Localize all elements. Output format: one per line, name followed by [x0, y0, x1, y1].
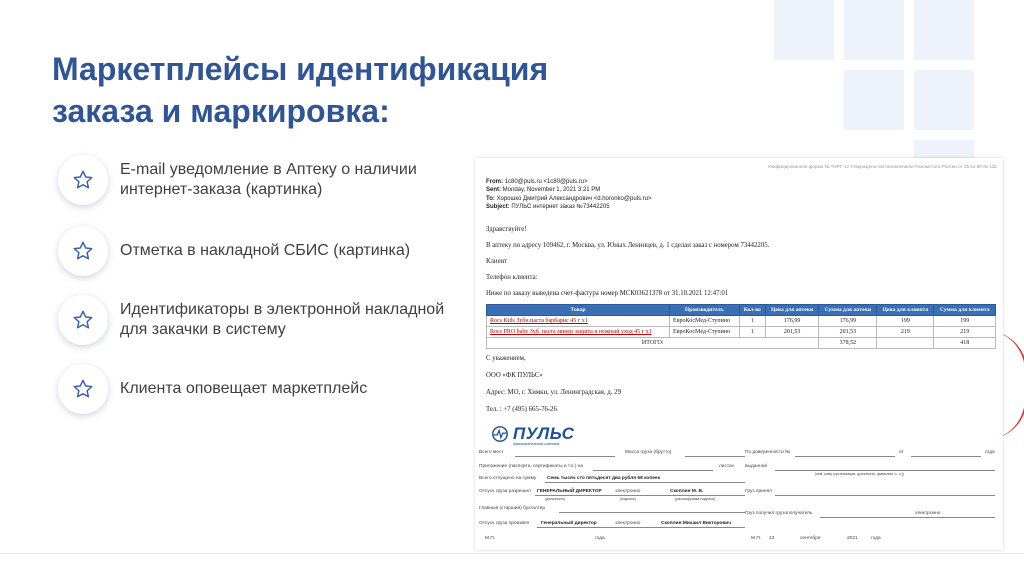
email-company: ООО «ФК ПУЛЬС»: [486, 372, 543, 379]
column-header: Товар: [487, 305, 670, 316]
star-icon: [58, 155, 108, 205]
email-order-line: В аптеку по адресу 109462, г. Москва, ул. Юных Ленинцев, д. 1 сделан заказ с номером 73442205.: [486, 242, 770, 249]
cell-maker: ЕвроКосМед-Ступино: [670, 327, 739, 338]
cell-sum-client: 219: [934, 327, 996, 338]
column-header: Цена для клиента: [877, 305, 934, 316]
cell-sum-pharm: 176,99: [819, 316, 877, 327]
meta-label: From:: [486, 179, 503, 185]
form-header-note: Унифицированная форма № ТОРГ-12 Утверждена постановлением Госкомстата России от 25.12.98 № 132: [767, 164, 997, 169]
bullet-item-marketplace: [58, 364, 480, 414]
pulse-logo-icon: [491, 425, 509, 443]
form-value: 13: [769, 536, 775, 541]
email-invoice-line: Ниже по заказу выведена счет-фактура номер МСК03621378 от 31.10.2021 12:47:01: [486, 290, 729, 297]
meta-label: Sent:: [486, 187, 501, 194]
star-icon: [58, 364, 108, 414]
bullet-item-sbis: [58, 226, 480, 276]
email-greeting: Здравствуйте!: [486, 226, 527, 233]
email-meta: [486, 178, 652, 212]
meta-label: Subject:: [486, 204, 510, 211]
form-label: Груз принял: [745, 489, 772, 494]
cell-total-client: 418: [934, 338, 996, 349]
table-header-row: [487, 305, 996, 316]
form-label: Отпуск груза разрешил: [479, 489, 531, 494]
email-client-label: Клиент: [486, 258, 508, 265]
bullet-text: [120, 241, 480, 261]
table-total-row: [487, 338, 996, 349]
form-caption: (кем, кому (организация, должность, фамилия, и. о.)): [815, 472, 904, 476]
invoice-table: [486, 304, 996, 349]
cell-product: Rocs Kids Зубн.паста барбарис 45 г х1: [487, 316, 670, 327]
form-value: ГЕНЕРАЛЬНЫЙ ДИРЕКТОР: [537, 489, 602, 494]
bullet-text: [120, 160, 480, 200]
meta-from: 1c80@puls.ru <1c80@puls.ru>: [504, 179, 588, 185]
form-value: сентября: [800, 536, 821, 541]
email-document-image: [475, 158, 1003, 550]
cell-price-client: 199: [877, 316, 934, 327]
column-header: Производитель: [670, 305, 739, 316]
footer-divider: [0, 553, 1024, 554]
email-address: Адрес: МО, г. Химки, ул. Ленинградская, д. 29: [486, 389, 621, 396]
cell-price-pharm: 176,99: [765, 316, 818, 327]
form-value: 2021: [847, 536, 858, 541]
torg12-form-footer: [475, 448, 1003, 550]
bullet-text-line: Идентификаторы в электронной накладной: [120, 301, 445, 318]
form-amount-words: Семь тысяч сто пятьдесят два рубля 68 копеек: [547, 476, 660, 481]
form-value: Скоплин М. В.: [670, 489, 704, 494]
cell-total-pharm: 378,52: [819, 338, 877, 349]
form-label: Всего мест: [479, 450, 504, 455]
cell-qty: 1: [739, 316, 765, 327]
email-tel: Тел. : +7 (495) 665-76-26: [486, 406, 557, 413]
pulse-logo-text: ПУЛЬС: [513, 424, 575, 443]
meta-to: Хорошко Дмитрий Александрович <d.horonko@puls.ru>: [496, 195, 652, 202]
form-value: Генеральный директор: [541, 521, 597, 526]
cell-sum-pharm: 201,53: [819, 327, 877, 338]
cell-product: Rocs PRO baby Зуб. паста минер защита и нежный уход 45 г х1: [487, 327, 670, 338]
cell-total-label: ИТОГО:: [487, 338, 819, 349]
column-header: Сумма для аптеки: [819, 305, 877, 316]
cell-price-client: 219: [877, 327, 934, 338]
form-value: электронно: [615, 489, 641, 494]
form-label: Главный (старший) бухгалтер: [479, 506, 546, 511]
email-phone-label: Телефон клиента:: [486, 274, 538, 281]
form-label: Масса груза (брутто): [625, 450, 672, 455]
form-label: М.П.: [485, 536, 496, 541]
form-label: Приложение (паспорта, сертификаты и т.п.) на: [479, 464, 584, 469]
slide-title: [52, 48, 672, 132]
form-label: года: [871, 536, 881, 541]
form-value: Скоплин Михаил Викторович: [661, 521, 732, 526]
form-label: М.П.: [751, 536, 762, 541]
form-label: Всего отпущено на сумму: [479, 476, 537, 481]
column-header: Сумма для клиента: [934, 305, 996, 316]
bullet-text-line: E-mail уведомление в Аптеку о наличии: [120, 161, 417, 178]
form-label: листах: [719, 464, 735, 469]
table-row: [487, 316, 996, 327]
bullet-text-line: интернет-заказа (картинка): [120, 181, 323, 198]
meta-sent: Monday, November 1, 2021 3:21 PM: [502, 187, 601, 194]
form-label: выданной: [745, 464, 768, 469]
form-label: По доверенности №: [745, 450, 791, 455]
form-caption: (расшифровка подписи): [675, 497, 716, 501]
cell-empty: [877, 338, 934, 349]
form-label: Отпуск груза произвел: [479, 521, 530, 526]
meta-label: To:: [486, 195, 495, 202]
star-icon: [58, 295, 108, 345]
table-row: [487, 327, 996, 338]
cell-price-pharm: 201,53: [765, 327, 818, 338]
bullet-item-identifiers: [58, 295, 500, 345]
star-icon: [58, 226, 108, 276]
bullet-text-line: Клиента оповещает маркетплейс: [120, 380, 368, 397]
form-label: года: [985, 450, 995, 455]
bullet-text-line: Отметка в накладной СБИС (картинка): [120, 242, 411, 259]
form-caption: (подпись): [620, 497, 636, 501]
column-header: Кол-во: [739, 305, 765, 316]
form-label: от: [899, 450, 904, 455]
form-value: электронно: [615, 521, 641, 526]
bullet-text-line: для закачки в систему: [120, 321, 286, 338]
email-regards: С уважением,: [486, 355, 526, 362]
cell-qty: 1: [739, 327, 765, 338]
slide-title-line1: Маркетплейсы идентификация: [52, 51, 549, 87]
pulse-logo-subtitle: фармацевтическая компания: [513, 442, 560, 446]
form-label: Груз получил грузополучатель: [745, 511, 813, 516]
bullet-text: [120, 300, 500, 340]
bullet-text: [120, 379, 480, 399]
column-header: Цена для аптеки: [765, 305, 818, 316]
form-caption: (должность): [545, 497, 566, 501]
cell-sum-client: 199: [934, 316, 996, 327]
cell-maker: ЕвроКосМед-Ступино: [670, 316, 739, 327]
pulse-logo: [491, 424, 574, 444]
bullet-item-email: [58, 155, 480, 205]
slide-title-line2: заказа и маркировка:: [52, 93, 390, 129]
form-label: года: [595, 536, 605, 541]
form-value: электронно: [915, 511, 941, 516]
meta-subject: ПУЛЬС интернет заказ №73442205: [511, 204, 610, 211]
